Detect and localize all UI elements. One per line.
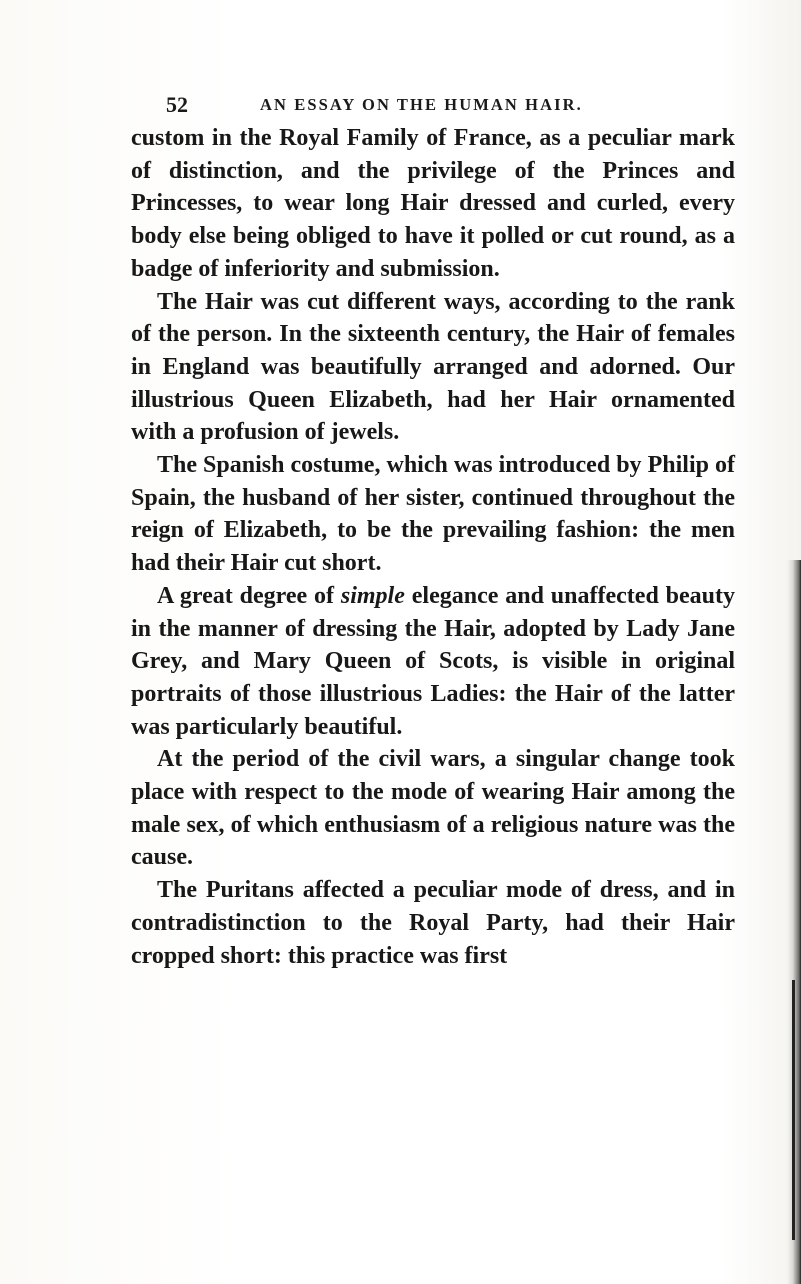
paragraph (131, 580, 735, 744)
paragraph-text: A great degree of (157, 582, 341, 609)
body-text (131, 122, 735, 972)
running-head-title: AN ESSAY ON THE HUMAN HAIR. (260, 95, 583, 114)
paragraph: At the period of the civil wars, a singular change took place with respect to the mode of wearing Hair among the male sex, of which enthusiasm of a religious nature was the cause. (131, 746, 735, 871)
page-edge-line (792, 980, 795, 1240)
paragraph: The Hair was cut different ways, according to the rank of the person. In the sixteenth century, the Hair of females in England was beautifully arranged and adorned. Our illustrious Queen Elizabeth, had her Hair ornamented with a profusion of jewels. (131, 288, 735, 446)
paragraph-text: elegance and unaffected beauty in the manner of dressing the Hair, adopted by Lady Jane Grey, and Mary Queen of Scots, is visible in original portraits of those illustrious Ladies: the Hair of the latter was particularly beautiful. (131, 582, 735, 740)
emphasized-word: simple (340, 582, 405, 609)
paragraph: The Spanish costume, which was introduced by Philip of Spain, the husband of her sister, continued throughout the reign of Elizabeth, to be the prevailing fashion: the men had their Hair cut short. (131, 452, 735, 577)
page-number: 52 (166, 92, 188, 117)
running-head (0, 92, 801, 122)
paragraph: The Puritans affected a peculiar mode of dress, and in contradistinction to the Royal Party, had their Hair cropped short: this practice was first (131, 877, 735, 969)
paragraph-continued: custom in the Royal Family of France, as a peculiar mark of distinction, and the privilege of the Princes and Princesses, to wear long Hair dressed and curled, every body else being obliged to have it polled or cut round, as a badge of inferiority and submission. (131, 125, 735, 282)
